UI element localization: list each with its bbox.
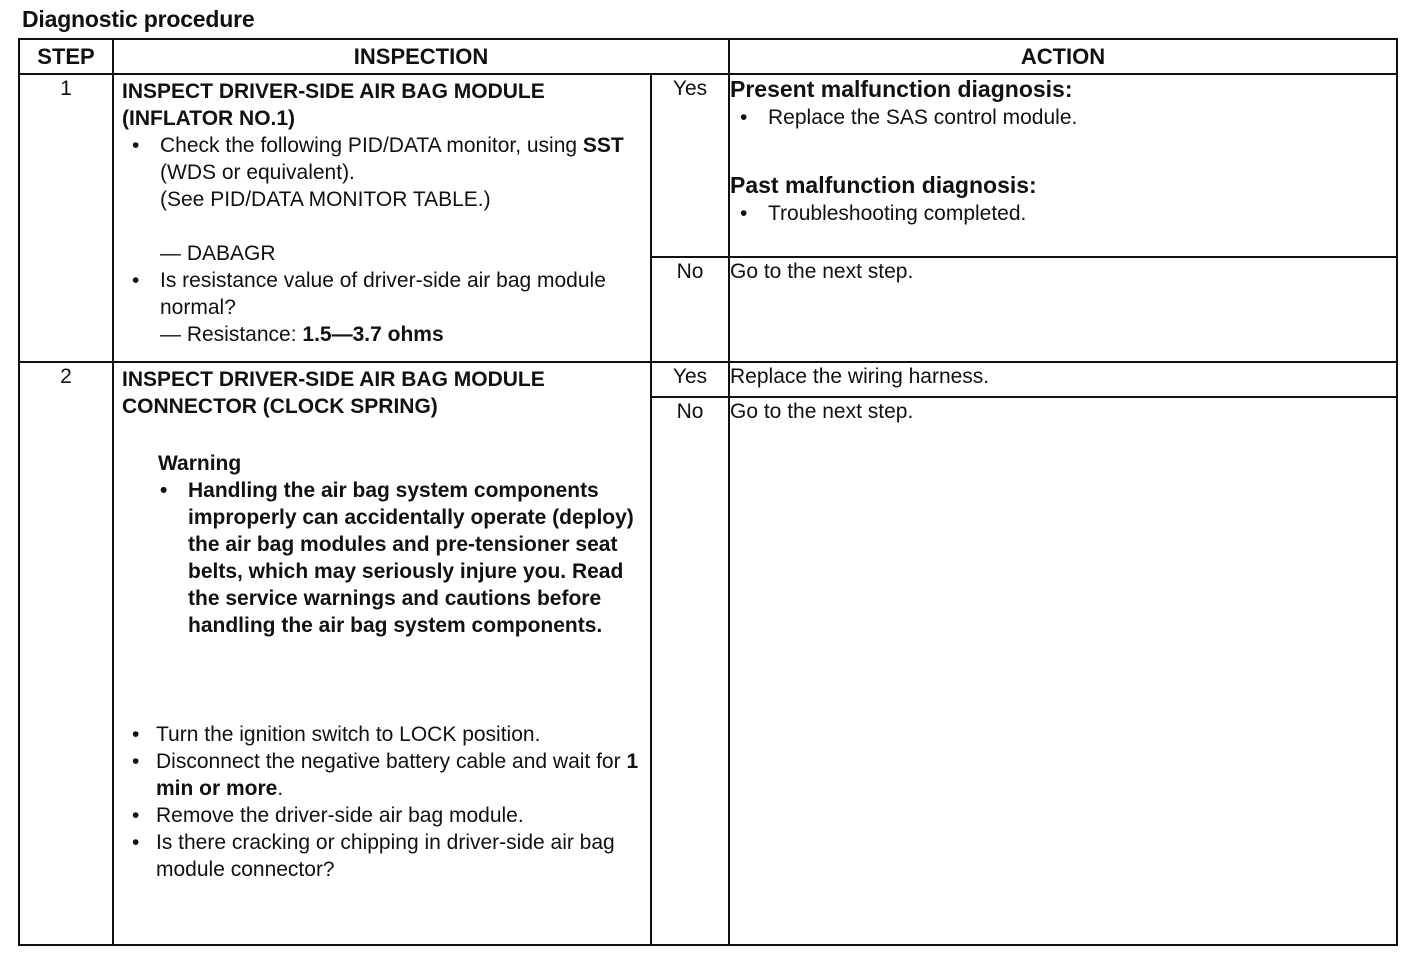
header-inspection: INSPECTION bbox=[113, 39, 729, 74]
step-number: 2 bbox=[19, 362, 113, 945]
step1-pid: — DABAGR bbox=[160, 242, 276, 265]
past-diagnosis-heading: Past malfunction diagnosis: bbox=[730, 172, 1037, 198]
step2-yes-label: Yes bbox=[651, 362, 729, 397]
step2-bullet-remove: • Remove the driver-side air bag module. bbox=[122, 802, 640, 829]
step2-heading: INSPECT DRIVER-SIDE AIR BAG MODULE CONNECTOR (CLOCK SPRING) bbox=[122, 368, 545, 418]
page-title: Diagnostic procedure bbox=[22, 6, 255, 32]
step1-no-label: No bbox=[651, 257, 729, 362]
step2-bullet-question: • Is there cracking or chipping in driver-side air bag module connector? bbox=[122, 829, 640, 883]
step2-no-label: No bbox=[651, 397, 729, 945]
warning-title: Warning bbox=[158, 452, 242, 475]
step1-inspection bbox=[113, 74, 651, 362]
step1-resistance: — Resistance: 1.5—3.7 ohms bbox=[160, 323, 444, 346]
step1-bullet-question: • Is resistance value of driver-side air bag module normal? bbox=[122, 267, 640, 321]
step1-bullet-check: • Check the following PID/DATA monitor, using SST (WDS or equivalent). (See PID/DATA MONITOR TABLE.) bbox=[122, 132, 640, 213]
header-action: ACTION bbox=[729, 39, 1397, 74]
step1-action-no: Go to the next step. bbox=[729, 257, 1397, 362]
step2-bullet-ignition: • Turn the ignition switch to LOCK position. bbox=[122, 721, 640, 748]
step2-bullet-battery: • Disconnect the negative battery cable and wait for 1 min or more. bbox=[122, 748, 640, 802]
step1-action-yes bbox=[729, 74, 1397, 257]
step2-instructions bbox=[122, 721, 640, 883]
step1-yes-label: Yes bbox=[651, 74, 729, 257]
present-diagnosis-item: • Replace the SAS control module. bbox=[730, 104, 1396, 131]
present-diagnosis-heading: Present malfunction diagnosis: bbox=[730, 76, 1073, 102]
diagnostic-table bbox=[18, 38, 1398, 946]
step2-inspection bbox=[113, 362, 651, 945]
step1-heading: INSPECT DRIVER-SIDE AIR BAG MODULE (INFLATOR NO.1) bbox=[122, 80, 545, 130]
warning-text: • Handling the air bag system components improperly can accidentally operate (deploy) the air bag modules and pre-tensioner seat belts, which may seriously injure you. Read the service warnings and cautions before handling the air bag system components. bbox=[158, 477, 640, 639]
step2-action-yes: Replace the wiring harness. bbox=[729, 362, 1397, 397]
step2-action-no: Go to the next step. bbox=[729, 397, 1397, 945]
header-step: STEP bbox=[19, 39, 113, 74]
warning-block bbox=[122, 450, 640, 639]
step-number: 1 bbox=[19, 74, 113, 362]
past-diagnosis-item: • Troubleshooting completed. bbox=[730, 200, 1396, 227]
